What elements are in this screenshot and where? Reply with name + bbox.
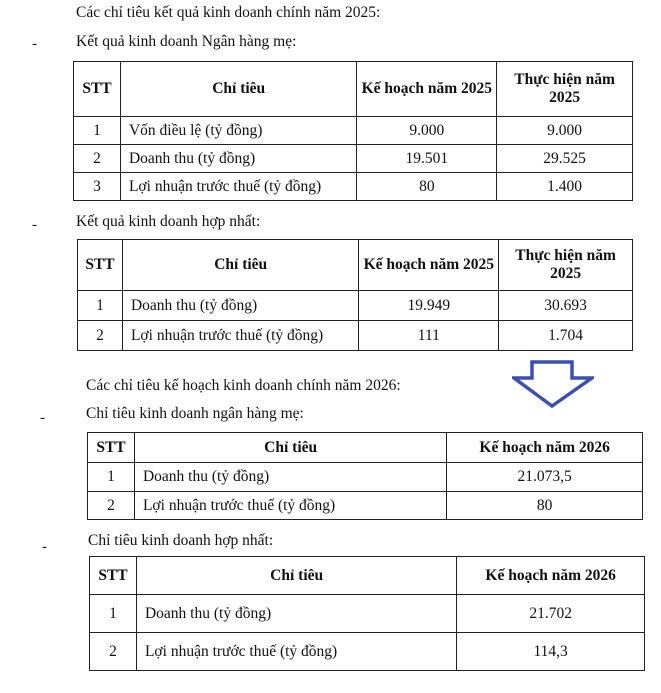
header-stt: STT <box>78 240 123 291</box>
cell-actual: 30.693 <box>499 291 633 321</box>
cell-stt: 2 <box>90 633 137 671</box>
cell-plan: 114,3 <box>457 633 645 671</box>
header-indicator: Chỉ tiêu <box>134 433 446 463</box>
cell-actual: 9.000 <box>497 117 633 145</box>
header-indicator: Chỉ tiêu <box>136 557 456 595</box>
cell-plan: 21.702 <box>457 595 645 633</box>
header-plan: Kế hoạch năm 2026 <box>457 557 645 595</box>
cell-indicator: Doanh thu (tỷ đồng) <box>134 463 446 492</box>
table-header-row <box>74 62 633 117</box>
bullet-dash: - <box>32 36 37 52</box>
table-row <box>74 117 633 145</box>
cell-plan: 21.073,5 <box>447 463 643 492</box>
cell-plan: 111 <box>359 321 499 351</box>
cell-plan: 80 <box>447 492 643 520</box>
cell-stt: 2 <box>88 492 135 520</box>
table-row <box>88 463 643 492</box>
header-plan: Kế hoạch năm 2025 <box>359 240 499 291</box>
table-row <box>90 595 645 633</box>
table-header-row <box>88 433 643 463</box>
table-header-row <box>78 240 633 291</box>
header-plan: Kế hoạch năm 2026 <box>447 433 643 463</box>
down-arrow-icon <box>512 360 594 408</box>
header-stt: STT <box>90 557 137 595</box>
section-2025-title: Các chỉ tiêu kết quả kinh doanh chính năm 2025: <box>76 4 381 21</box>
table-row <box>88 492 643 520</box>
cell-stt: 2 <box>78 321 123 351</box>
header-actual: Thực hiện năm 2025 <box>499 240 633 291</box>
cell-plan: 19.501 <box>357 145 497 173</box>
cell-stt: 1 <box>74 117 121 145</box>
cell-indicator: Lợi nhuận trước thuế (tỷ đồng) <box>120 173 356 201</box>
header-actual: Thực hiện năm 2025 <box>497 62 633 117</box>
cell-plan: 9.000 <box>357 117 497 145</box>
bullet-dash: - <box>42 539 47 555</box>
cell-stt: 1 <box>78 291 123 321</box>
table-row <box>78 291 633 321</box>
parent-2026-table <box>87 432 643 520</box>
cell-actual: 1.400 <box>497 173 633 201</box>
consolidated-2025-table <box>77 239 633 351</box>
bullet-dash: - <box>32 217 37 233</box>
cell-indicator: Lợi nhuận trước thuế (tỷ đồng) <box>134 492 446 520</box>
table-row <box>74 173 633 201</box>
consolidated-2026-title: Chỉ tiêu kinh doanh hợp nhất: <box>88 532 274 549</box>
table-row <box>74 145 633 173</box>
cell-indicator: Doanh thu (tỷ đồng) <box>122 291 358 321</box>
cell-actual: 1.704 <box>499 321 633 351</box>
cell-stt: 1 <box>90 595 137 633</box>
parent-2025-table <box>73 61 633 201</box>
cell-stt: 2 <box>74 145 121 173</box>
consolidated-2025-title: Kết quả kinh doanh hợp nhất: <box>76 213 261 230</box>
cell-indicator: Doanh thu (tỷ đồng) <box>120 145 356 173</box>
parent-2026-title: Chỉ tiêu kinh doanh ngân hàng mẹ: <box>86 405 304 422</box>
header-stt: STT <box>74 62 121 117</box>
consolidated-2026-table <box>89 556 645 671</box>
section-2026-title: Các chỉ tiêu kế hoạch kinh doanh chính năm 2026: <box>86 377 401 394</box>
cell-plan: 80 <box>357 173 497 201</box>
cell-actual: 29.525 <box>497 145 633 173</box>
table-row <box>90 633 645 671</box>
header-indicator: Chỉ tiêu <box>120 62 356 117</box>
cell-indicator: Vốn điều lệ (tỷ đồng) <box>120 117 356 145</box>
table-row <box>78 321 633 351</box>
cell-stt: 1 <box>88 463 135 492</box>
header-plan: Kế hoạch năm 2025 <box>357 62 497 117</box>
header-indicator: Chỉ tiêu <box>122 240 358 291</box>
cell-indicator: Lợi nhuận trước thuế (tỷ đồng) <box>136 633 456 671</box>
header-stt: STT <box>88 433 135 463</box>
cell-indicator: Doanh thu (tỷ đồng) <box>136 595 456 633</box>
bullet-dash: - <box>40 410 45 426</box>
cell-plan: 19.949 <box>359 291 499 321</box>
table-header-row <box>90 557 645 595</box>
cell-indicator: Lợi nhuận trước thuế (tỷ đồng) <box>122 321 358 351</box>
cell-stt: 3 <box>74 173 121 201</box>
parent-2025-title: Kết quả kinh doanh Ngân hàng mẹ: <box>76 33 297 50</box>
